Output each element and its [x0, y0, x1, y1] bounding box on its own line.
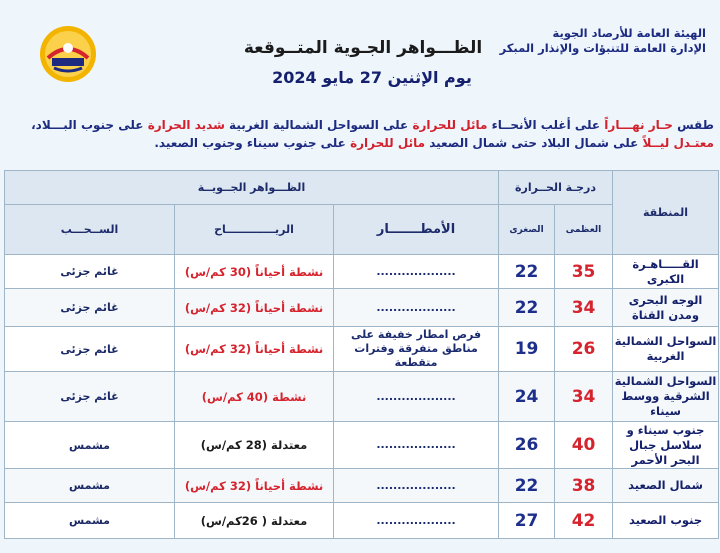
desc-text: على جنوب سيناء وجنوب الصعيد. — [154, 136, 351, 150]
wind-cell: نشطة أحياناً (32 كم/س) — [175, 289, 334, 327]
min-temp-cell: 19 — [499, 327, 555, 372]
rain-cell: ................... — [334, 422, 499, 469]
clouds-cell: مشمس — [5, 422, 175, 469]
org-line-1: الهيئة العامة للأرصاد الجوية — [552, 26, 706, 40]
wind-cell: نشطة أحياناً (30 كم/س) — [175, 255, 334, 289]
region-cell: الوجه البحرى ومدن القناة — [613, 289, 719, 327]
clouds-cell: مشمس — [5, 469, 175, 503]
table-row — [5, 289, 719, 327]
table-row — [5, 327, 719, 372]
max-temp-cell: 26 — [555, 327, 613, 372]
region-cell: القـــــاهـرة الكبرى — [613, 255, 719, 289]
min-temp-cell: 27 — [499, 503, 555, 539]
header-min: الصغرى — [499, 205, 555, 255]
table-row — [5, 503, 719, 539]
max-temp-cell: 40 — [555, 422, 613, 469]
org-line-2: الإدارة العامة للتنبؤات والإنذار المبكر — [499, 41, 706, 55]
description-line-1 — [6, 116, 714, 134]
region-cell: السواحل الشمالية الغربية — [613, 327, 719, 372]
clouds-cell: غائم جزئى — [5, 372, 175, 422]
max-temp-cell: 35 — [555, 255, 613, 289]
description-line-2 — [6, 134, 714, 152]
weather-description — [6, 116, 714, 152]
header-clouds: الســحـــب — [5, 205, 175, 255]
min-temp-cell: 22 — [499, 469, 555, 503]
header-phenomena: الظـــواهر الجــويــة — [5, 171, 499, 205]
rain-cell: ................... — [334, 289, 499, 327]
meteorology-logo-icon — [38, 24, 98, 84]
desc-highlight: حـار نهـــاراً — [604, 118, 673, 132]
table-row — [5, 422, 719, 469]
region-cell: السواحل الشمالية الشرقية ووسط سيناء — [613, 372, 719, 422]
desc-highlight: مائل للحرارة — [350, 136, 426, 150]
min-temp-cell: 24 — [499, 372, 555, 422]
rain-cell: ................... — [334, 372, 499, 422]
forecast-date: يوم الإثنين 27 مايو 2024 — [272, 68, 472, 87]
clouds-cell: غائم جزئى — [5, 255, 175, 289]
wind-cell: نشطة أحياناً (32 كم/س) — [175, 327, 334, 372]
wind-cell: نشطة (40 كم/س) — [175, 372, 334, 422]
max-temp-cell: 34 — [555, 372, 613, 422]
header-rain: الأمطـــــــار — [334, 205, 499, 255]
clouds-cell: غائم جزئى — [5, 327, 175, 372]
region-cell: جنوب الصعيد — [613, 503, 719, 539]
rain-cell: ................... — [334, 503, 499, 539]
clouds-cell: مشمس — [5, 503, 175, 539]
header-region: المنطقة — [613, 171, 719, 255]
wind-cell: معتدلة ( 26كم/س) — [175, 503, 334, 539]
desc-text: على شمال البلاد حتى شمال الصعيد — [425, 136, 643, 150]
min-temp-cell: 22 — [499, 255, 555, 289]
clouds-cell: غائم جزئى — [5, 289, 175, 327]
wind-cell: معتدلة (28 كم/س) — [175, 422, 334, 469]
max-temp-cell: 42 — [555, 503, 613, 539]
desc-text: طقس — [672, 118, 714, 132]
desc-text: على جنوب البـــلاد، — [31, 118, 148, 132]
page-title: الظـــواهر الجـوية المتــوقعة — [243, 38, 483, 58]
region-cell: جنوب سيناء و سلاسل جبال البحر الأحمر — [613, 422, 719, 469]
header-temperature: درجـة الحــرارة — [499, 171, 613, 205]
header-max: العظمى — [555, 205, 613, 255]
desc-highlight: مائل للحرارة — [412, 118, 488, 132]
min-temp-cell: 26 — [499, 422, 555, 469]
rain-cell: فرص امطار خفيفة على مناطق متفرقة وفترات متقطعة — [334, 327, 499, 372]
desc-highlight: معتـدل ليــلاً — [642, 136, 714, 150]
desc-text: على السواحل الشمالية الغربية — [224, 118, 413, 132]
wind-cell: نشطة أحياناً (32 كم/س) — [175, 469, 334, 503]
rain-cell: ................... — [334, 469, 499, 503]
header-wind: الريـــــــــــــاح — [175, 205, 334, 255]
desc-highlight: شديد الحرارة — [147, 118, 225, 132]
organization-name — [496, 26, 706, 56]
max-temp-cell: 38 — [555, 469, 613, 503]
region-cell: شمال الصعيد — [613, 469, 719, 503]
forecast-table — [4, 170, 719, 539]
table-row — [5, 372, 719, 422]
desc-text: على أغلب الأنحــاء — [487, 118, 605, 132]
table-row — [5, 469, 719, 503]
max-temp-cell: 34 — [555, 289, 613, 327]
rain-cell: ................... — [334, 255, 499, 289]
min-temp-cell: 22 — [499, 289, 555, 327]
table-row — [5, 255, 719, 289]
